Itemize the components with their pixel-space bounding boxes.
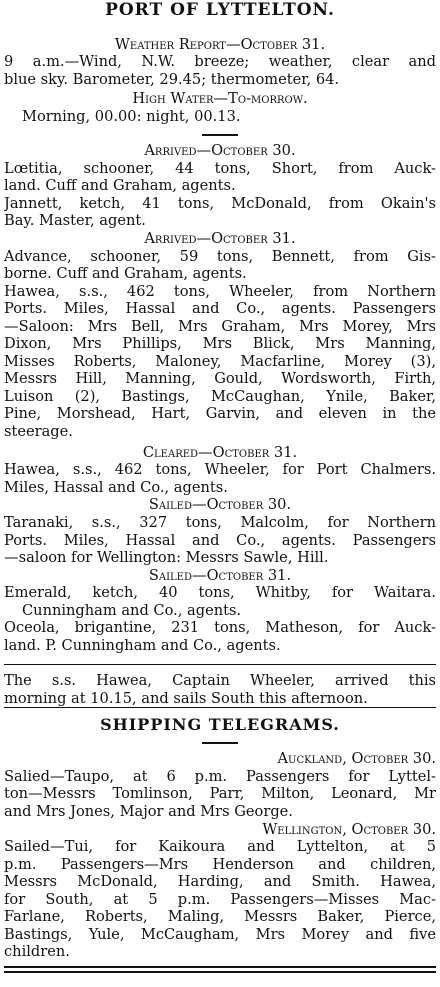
weather-line: 9 a.m.—Wind, N.W. breeze; weather, clear and: [4, 53, 436, 70]
entry-line: Oceola, brigantine, 231 tons, Matheson, for Auck-: [4, 619, 436, 636]
entry-line: Bay. Master, agent.: [4, 212, 146, 229]
entry-line: land. Cuff and Graham, agents.: [4, 177, 236, 194]
entry-line: Misses Roberts, Maloney, Macfarline, Morey (3),: [4, 353, 436, 370]
telegram-line: ton—Messrs Tomlinson, Parr, Milton, Leonard, Mr: [4, 785, 436, 802]
entry-line: borne. Cuff and Graham, agents.: [4, 265, 247, 282]
entry-line: Cunningham and Co., agents.: [22, 602, 242, 619]
entry-line: Pine, Morshead, Hart, Garvin, and eleven in the: [4, 405, 436, 422]
entry-line: Jannett, ketch, 41 tons, McDonald, from Okain's: [4, 195, 436, 212]
arrived-oct30-heading: Arrived—October 30.: [144, 142, 296, 159]
section-divider: [202, 742, 238, 744]
telegram-line: Bastings, Yule, McCaugham, Mrs Morey and five: [4, 926, 436, 943]
telegram-line: Farlane, Roberts, Maling, Messrs Baker, Pierce,: [4, 908, 436, 925]
auckland-heading: Auckland, October 30.: [277, 750, 436, 767]
entry-line: steerage.: [4, 423, 73, 440]
entry-line: Miles, Hassal and Co., agents.: [4, 479, 228, 496]
telegram-line: Salied—Taupo, at 6 p.m. Passengers for Lyttel-: [4, 768, 436, 785]
entry-line: Dixon, Mrs Phillips, Mrs Blick, Mrs Manning,: [4, 335, 436, 352]
section-divider: [4, 664, 436, 665]
sailed-oct30-heading: Sailed—October 30.: [148, 496, 292, 513]
entry-line: Ports. Miles, Hassal and Co., agents. Passengers: [4, 300, 436, 317]
tide-heading: High Water—To-morrow.: [132, 90, 308, 107]
weather-line: blue sky. Barometer, 29.45; thermometer, 64.: [4, 71, 340, 88]
weather-heading: Weather Report—October 31.: [114, 36, 326, 53]
entry-line: —saloon for Wellington: Messrs Sawle, Hill.: [4, 549, 329, 566]
entry-line: Emerald, ketch, 40 tons, Whitby, for Waitara.: [4, 584, 436, 601]
entry-line: Lœtitia, schooner, 44 tons, Short, from Auck-: [4, 160, 436, 177]
entry-line: land. P. Cunningham and Co., agents.: [4, 637, 281, 654]
telegram-line: for South, at 5 p.m. Passengers—Misses Mac-: [4, 891, 436, 908]
notice-line: morning at 10.15, and sails South this afternoon.: [4, 690, 368, 707]
telegram-line: p.m. Passengers—Mrs Henderson and children,: [4, 856, 436, 873]
telegrams-title: SHIPPING TELEGRAMS.: [100, 716, 340, 733]
entry-line: Advance, schooner, 59 tons, Bennett, from Gis-: [4, 248, 436, 265]
cleared-heading: Cleared—October 31.: [142, 444, 298, 461]
notice-line: The s.s. Hawea, Captain Wheeler, arrived this: [4, 672, 436, 689]
wellington-heading: Wellington, October 30.: [262, 821, 436, 838]
entry-line: Taranaki, s.s., 327 tons, Malcolm, for Northern: [4, 514, 436, 531]
entry-line: Luison (2), Bastings, McCaughan, Ynile, Baker,: [4, 388, 436, 405]
section-divider: [4, 707, 436, 708]
tide-line: Morning, 00.00: night, 00.13.: [22, 108, 241, 125]
entry-line: Messrs Hill, Manning, Gould, Wordsworth, Firth,: [4, 370, 436, 387]
entry-line: Ports. Miles, Hassal and Co., agents. Passengers: [4, 532, 436, 549]
sailed-oct31-heading: Sailed—October 31.: [148, 567, 292, 584]
page-title: PORT OF LYTTELTON.: [105, 2, 335, 19]
telegram-line: and Mrs Jones, Major and Mrs George.: [4, 803, 293, 820]
end-double-rule: [4, 966, 436, 973]
entry-line: —Saloon: Mrs Bell, Mrs Graham, Mrs Morey, Mrs: [4, 318, 436, 335]
entry-line: Hawea, s.s., 462 tons, Wheeler, from Northern: [4, 283, 436, 300]
entry-line: Hawea, s.s., 462 tons, Wheeler, for Port Chalmers.: [4, 461, 436, 478]
telegram-line: children.: [4, 943, 70, 960]
section-divider: [202, 134, 238, 136]
telegram-line: Sailed—Tui, for Kaikoura and Lyttelton, at 5: [4, 838, 436, 855]
telegram-line: Messrs McDonald, Harding, and Smith. Hawea,: [4, 873, 436, 890]
arrived-oct31-heading: Arrived—October 31.: [144, 230, 296, 247]
